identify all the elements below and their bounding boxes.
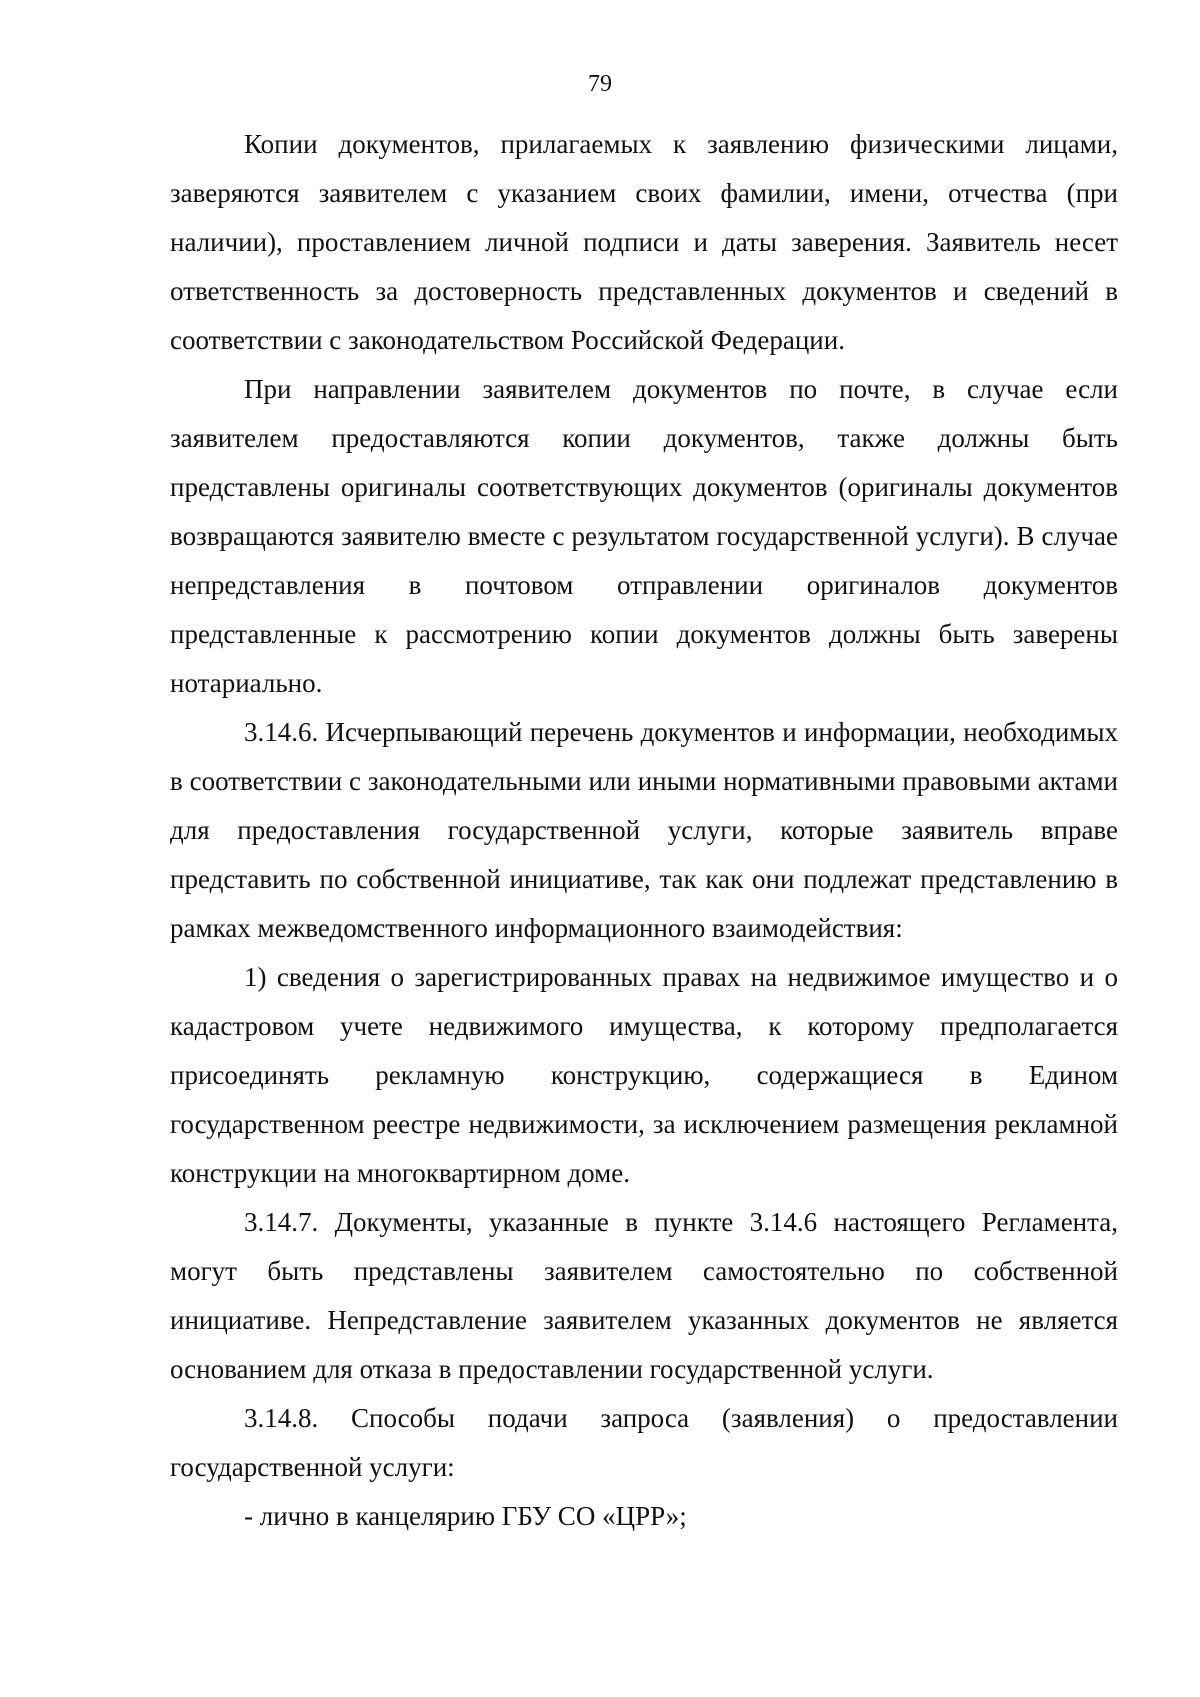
paragraph-postal-submission: При направлении заявителем документов по почте, в случае если заявителем предоставляются копии документов, также должны быть представлены оригиналы соответствующих документов (оригиналы документов возвращаются заявителю вместе с результатом государственной услуги). В случае непредставления в почтовом отправлении оригиналов документов представленные к рассмотрению копии документов должны быть заверены нотариально.: [170, 374, 1118, 698]
paragraph-item-1: 1) сведения о зарегистрированных правах на недвижимое имущество и о кадастровом учете недвижимого имущества, к которому предполагается присоединять рекламную конструкцию, содержащиеся в Едином государственном реестре недвижимости, за исключением размещения рекламной конструкции на многоквартирном доме.: [170, 962, 1118, 1188]
document-body: [170, 120, 1118, 1541]
paragraph-submission-method-1: - лично в канцелярию ГБУ СО «ЦРР»;: [244, 1501, 687, 1531]
paragraph-copies-certification: Копии документов, прилагаемых к заявлению физическими лицами, заверяются заявителем с указанием своих фамилии, имени, отчества (при наличии), проставлением личной подписи и даты заверения. Заявитель несет ответственность за достоверность представленных документов и сведений в соответствии с законодательством Российской Федерации.: [170, 129, 1118, 355]
paragraph-3-14-6: 3.14.6. Исчерпывающий перечень документов и информации, необходимых в соответствии с законодательными или иными нормативными правовыми актами для предоставления государственной услуги, которые заявитель вправе представить по собственной инициативе, так как они подлежат представлению в рамках межведомственного информационного взаимодействия:: [170, 717, 1118, 943]
paragraph-3-14-8: 3.14.8. Способы подачи запроса (заявления) о предоставлении государственной услуги:: [170, 1403, 1118, 1482]
page-number: 79: [588, 71, 612, 97]
paragraph-3-14-7: 3.14.7. Документы, указанные в пункте 3.14.6 настоящего Регламента, могут быть представлены заявителем самостоятельно по собственной инициативе. Непредставление заявителем указанных документов не является основанием для отказа в предоставлении государственной услуги.: [170, 1207, 1118, 1384]
